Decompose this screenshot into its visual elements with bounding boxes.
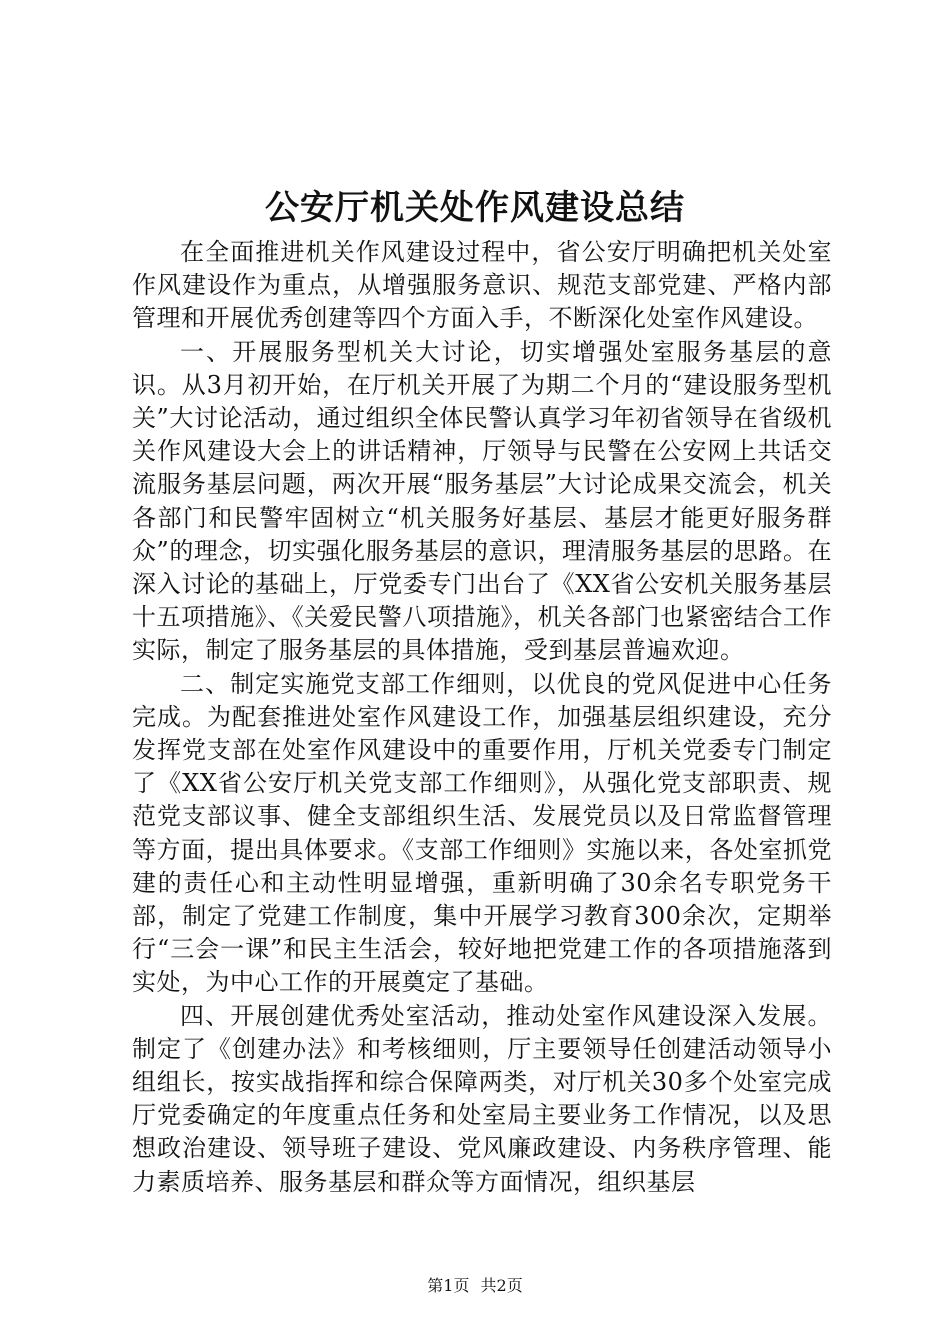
paragraph-section-1: 一、开展服务型机关大讨论，切实增强处室服务基层的意识。从3月初开始，在厅机关开展了为期二个月的“建设服务型机关”大讨论活动，通过组织全体民警认真学习年初省领导在省级机关作风建设大会上的讲话精神，厅领导与民警在公安网上共话交流服务基层问题，两次开展“服务基层”大讨论成果交流会，机关各部门和民警牢固树立“机关服务好基层、基层才能更好服务群众”的理念，切实强化服务基层的意识，理清服务基层的思路。在深入讨论的基础上，厅党委专门出台了《XX省公安机关服务基层十五项措施》、《关爱民警八项措施》，机关各部门也紧密结合工作实际，制定了服务基层的具体措施，受到基层普遍欢迎。 bbox=[132, 337, 832, 665]
paragraph-section-2: 二、制定实施党支部工作细则，以优良的党风促进中心任务完成。为配套推进处室作风建设工作，加强基层组织建设，充分发挥党支部在处室作风建设中的重要作用，厅机关党委专门制定了《XX省公安厅机关党支部工作细则》，从强化党支部职责、规范党支部议事、健全支部组织生活、发展党员以及日常监督管理等方面，提出具体要求。《支部工作细则》实施以来，各处室抓党建的责任心和主动性明显增强，重新明确了30余名专职党务干部，制定了党建工作制度，集中开展学习教育300余次，定期举行“三会一课”和民主生活会，较好地把党建工作的各项措施落到实处，为中心工作的开展奠定了基础。 bbox=[132, 669, 832, 997]
document-title: 公安厅机关处作风建设总结 bbox=[265, 188, 685, 228]
page-total: 共2页 bbox=[480, 1276, 523, 1295]
paragraph-intro: 在全面推进机关作风建设过程中，省公安厅明确把机关处室作风建设作为重点，从增强服务意识、规范支部党建、严格内部管理和开展优秀创建等四个方面入手，不断深化处室作风建设。 bbox=[132, 238, 832, 333]
page-footer bbox=[0, 1276, 950, 1296]
document-body bbox=[132, 236, 832, 1199]
page-number: 第1页 bbox=[427, 1276, 470, 1295]
paragraph-section-4: 四、开展创建优秀处室活动，推动处室作风建设深入发展。制定了《创建办法》和考核细则，厅主要领导任创建活动领导小组组长，按实战指挥和综合保障两类，对厅机关30多个处室完成厅党委确定的年度重点任务和处室局主要业务工作情况，以及思想政治建设、领导班子建设、党风廉政建设、内务秩序管理、能力素质培养、服务基层和群众等方面情况，组织基层 bbox=[132, 1001, 832, 1196]
